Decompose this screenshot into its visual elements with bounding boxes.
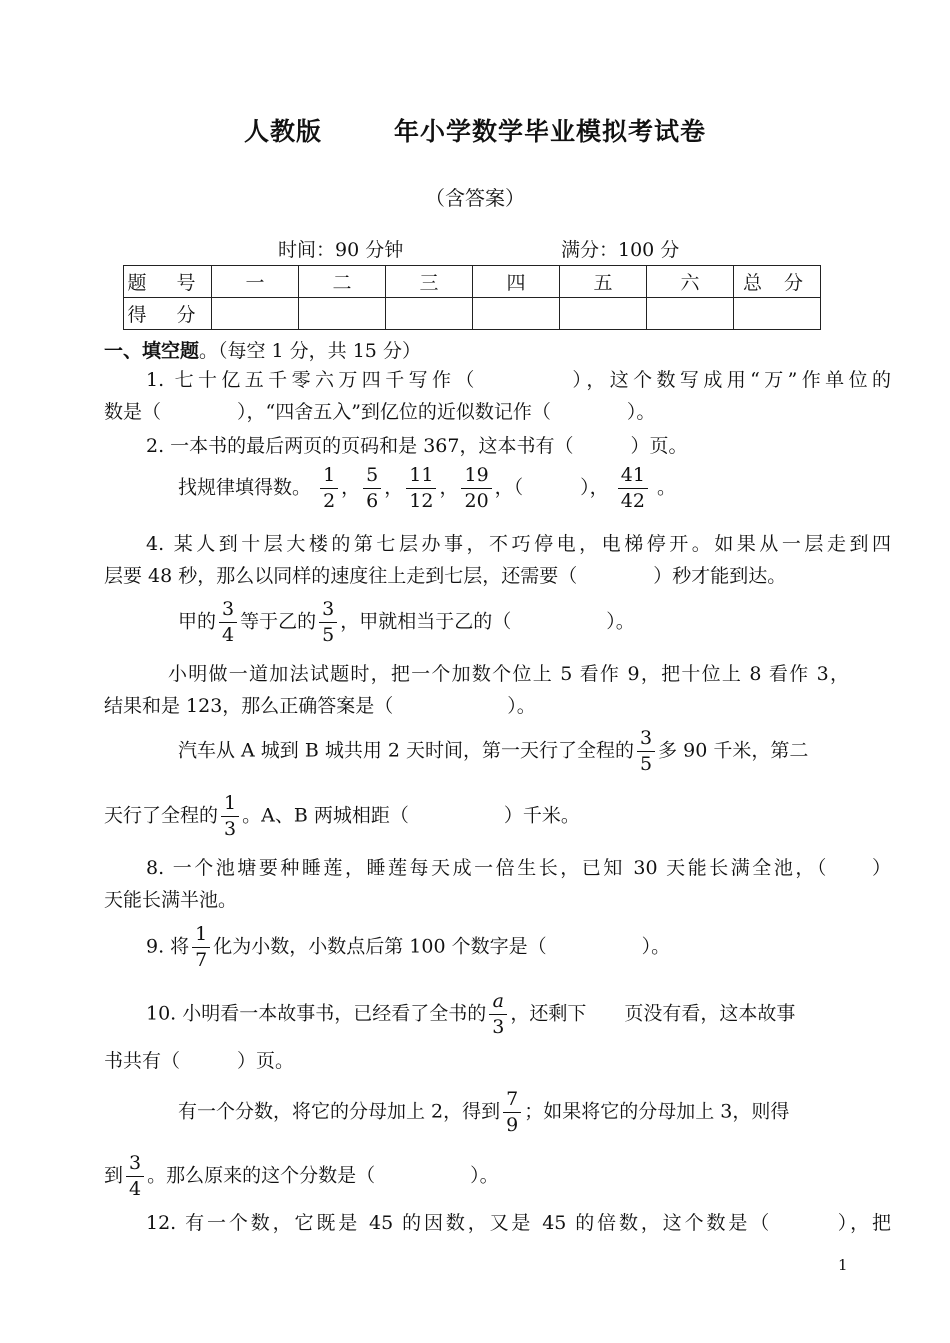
q3-fraction-5: $\frac{41}{42}$ <box>618 466 648 511</box>
q11-line-2 <box>104 1154 849 1199</box>
score-cell-4[interactable] <box>473 298 560 330</box>
time-limit: 时间：90 分钟 <box>278 239 404 261</box>
q10-line-1 <box>104 992 891 1037</box>
q6-line-2: 结果和是 123，那么正确答案是（ ）。 <box>104 695 536 717</box>
q8-line-2: 天能长满半池。 <box>104 889 238 911</box>
q5-text-a: 甲的 <box>178 610 217 633</box>
score-cell-1[interactable] <box>212 298 299 330</box>
q2-line: 2. 一本书的最后两页的页码和是 367，这本书有（ ）页。 <box>146 435 688 457</box>
q3-fraction-2: $\frac{5}{6}$ <box>363 466 381 511</box>
q4-line-1: 4. 某人到十层大楼的第七层办事，不巧停电，电梯停开。如果从一层走到四 <box>146 533 891 555</box>
q11-text-b: ；如果将它的分母加上 3，则得 <box>524 1100 790 1123</box>
section-heading <box>104 336 421 363</box>
exam-title <box>0 112 950 148</box>
q9-fraction: $\frac{1}{7}$ <box>192 925 210 970</box>
q5-fraction-2: $\frac{3}{5}$ <box>319 600 337 645</box>
q7-fraction-1: $\frac{3}{5}$ <box>637 729 655 774</box>
section-title: 一、填空题 <box>104 340 200 362</box>
q9-text-b: 化为小数，小数点后第 100 个数字是（ ）。 <box>213 935 671 958</box>
q11-fraction-2: $\frac{3}{4}$ <box>126 1154 144 1199</box>
header-cell-total: 总 分 <box>734 266 821 298</box>
q11-fraction-1: $\frac{7}{9}$ <box>503 1090 521 1135</box>
q7-fraction-2: $\frac{1}{3}$ <box>221 794 239 839</box>
q11-text-c: 到 <box>104 1164 124 1187</box>
score-label-cell: 得 分 <box>124 298 212 330</box>
q1-line-2: 数是（ ），“四舍五入”到亿位的近似数记作（ ）。 <box>104 401 656 423</box>
score-table-score-row <box>124 298 821 330</box>
q3-prefix: 找规律填得数。 <box>178 476 312 499</box>
q9-line <box>104 925 891 970</box>
q3-fraction-1: $\frac{1}{2}$ <box>320 466 338 511</box>
q7-text-b: 多 90 千米，第二 <box>658 739 809 762</box>
q9-text-a: 9. 将 <box>146 935 190 958</box>
q8-line-1: 8. 一个池塘要种睡莲，睡莲每天成一倍生长，已知 30 天能长满全池，（ ） <box>146 857 891 879</box>
q3-end: 。 <box>656 476 676 499</box>
section-note: 。（每空 1 分，共 15 分） <box>199 340 421 362</box>
score-cell-6[interactable] <box>647 298 734 330</box>
title-main: 年小学数学毕业模拟考试卷 <box>394 117 707 146</box>
q4-line-2: 层要 48 秒，那么以同样的速度往上走到七层，还需要（ ）秒才能到达。 <box>104 565 787 587</box>
score-table-header-row <box>124 266 821 298</box>
q11-line-1 <box>104 1090 923 1135</box>
q10-fraction: $\frac{a}{3}$ <box>489 992 507 1037</box>
q5-fraction-1: $\frac{3}{4}$ <box>219 600 237 645</box>
header-cell-2: 二 <box>299 266 386 298</box>
score-table <box>123 265 821 330</box>
q5-text-c: ，甲就相当于乙的（ ）。 <box>340 610 635 633</box>
q7-text-c: 天行了全程的 <box>104 804 219 827</box>
exam-meta <box>0 235 950 261</box>
q1-line-1: 1. 七十亿五千零六万四千写作（ ），这个数写成用“万”作单位的 <box>146 369 891 391</box>
q7-text-a: 汽车从 A 城到 B 城共用 2 天时间，第一天行了全程的 <box>178 739 635 762</box>
header-cell-1: 一 <box>212 266 299 298</box>
q3-fraction-3: $\frac{11}{12}$ <box>406 466 436 511</box>
q12-line: 12. 有一个数，它既是 45 的因数，又是 45 的倍数，这个数是（ ），把 <box>146 1212 891 1234</box>
header-label-cell: 题 号 <box>124 266 212 298</box>
header-cell-6: 六 <box>647 266 734 298</box>
q11-text-d: 。那么原来的这个分数是（ ）。 <box>147 1164 499 1187</box>
full-score: 满分：100 分 <box>561 239 680 261</box>
q10-line-2: 书共有（ ）页。 <box>104 1050 295 1072</box>
q3-line: 找规律填得数。 $\frac{1}{2}$ ， $\frac{5}{6}$ ， $\frac{11}{12}$ ， $\frac{19}{20}$ ，（ ）， $\frac{41}{42}$ 。 <box>178 464 676 512</box>
score-cell-total[interactable] <box>734 298 821 330</box>
q6-line-1: 小明做一道加法试题时，把一个加数个位上 5 看作 9，把十位上 8 看作 3， <box>168 663 849 685</box>
q7-text-d: 。A、B 两城相距（ ）千米。 <box>242 804 580 827</box>
q11-text-a: 有一个分数，将它的分母加上 2，得到 <box>178 1100 501 1123</box>
q7-line-2 <box>104 794 849 839</box>
title-edition: 人教版 <box>243 117 322 146</box>
q7-line-1 <box>104 729 923 774</box>
score-cell-2[interactable] <box>299 298 386 330</box>
score-cell-3[interactable] <box>386 298 473 330</box>
q10-text-b: ，还剩下 页没有看，这本故事 <box>510 1002 796 1025</box>
q5-text-b: 等于乙的 <box>240 610 317 633</box>
q10-text-a: 10. 小明看一本故事书，已经看了全书的 <box>146 1002 487 1025</box>
q3-blank: ，（ ）， <box>494 476 609 499</box>
header-cell-4: 四 <box>473 266 560 298</box>
q3-fraction-4: $\frac{19}{20}$ <box>461 466 491 511</box>
page-number: 1 <box>838 1256 848 1274</box>
score-cell-5[interactable] <box>560 298 647 330</box>
exam-subtitle: （含答案） <box>425 186 525 210</box>
header-cell-5: 五 <box>560 266 647 298</box>
header-cell-3: 三 <box>386 266 473 298</box>
q5-line <box>104 600 923 645</box>
